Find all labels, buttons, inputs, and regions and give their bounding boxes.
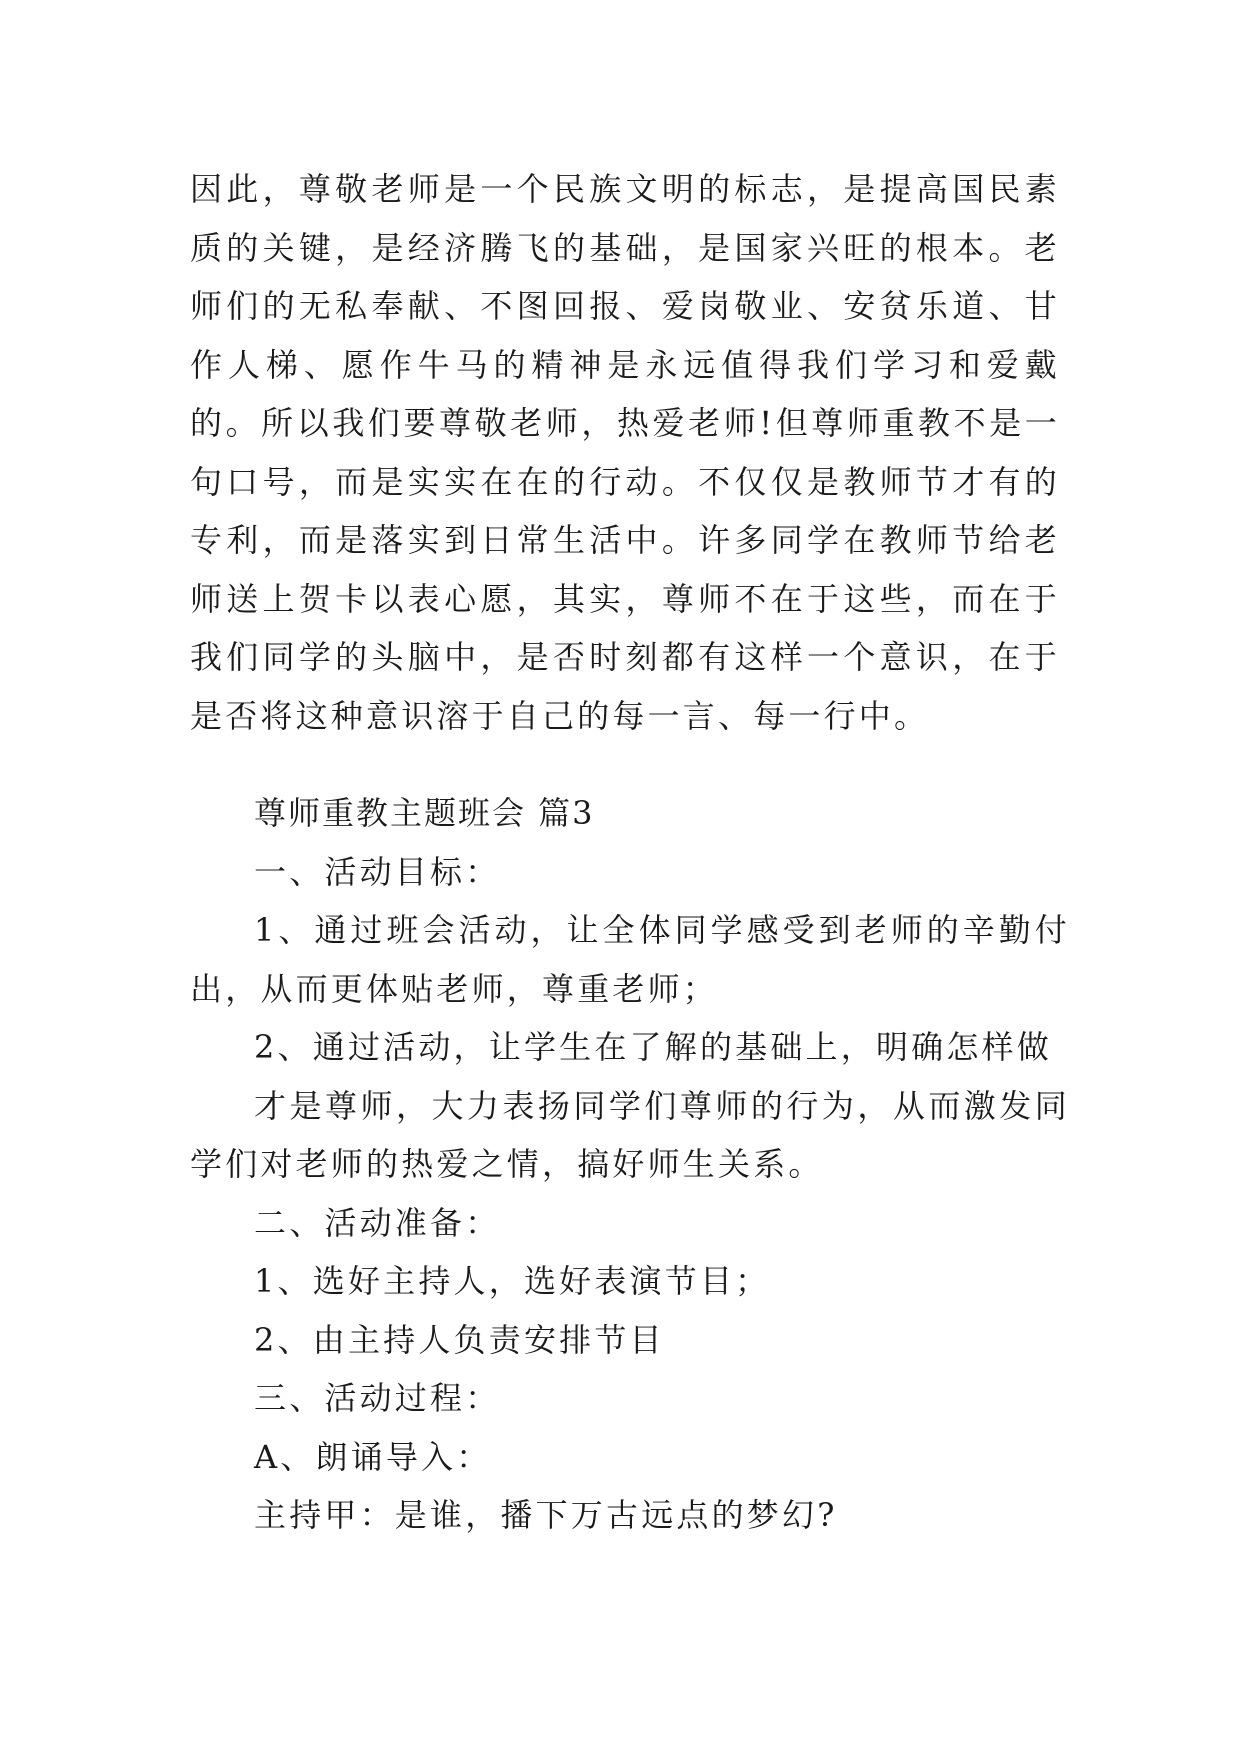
section-title: 尊师重教主题班会 篇3 xyxy=(254,794,595,832)
heading-activity-goals: 一、活动目标： xyxy=(254,852,501,891)
preparation-item-1: 1、选好主持人，选好表演节目； xyxy=(254,1262,771,1300)
process-step-a: A、朗诵导入： xyxy=(254,1437,492,1476)
heading-activity-process: 三、活动过程： xyxy=(254,1379,501,1417)
intro-paragraph: 因此，尊敬老师是一个民族文明的标志，是提高国民素质的关键，是经济腾飞的基础，是国家兴旺的根本。老师们的无私奉献、不图回报、爱岗敬业、安贫乐道、甘作人梯、愿作牛马的精神是永远值得我们学习和爱戴的。所以我们要尊敬老师，热爱老师!但尊师重教不是一句口号，而是实实在在的行动。不仅仅是教师节才有的专利，而是落实到日常生活中。许多同学在教师节给老师送上贺卡以表心愿，其实，尊师不在于这些，而在于我们同学的头脑中，是否时刻都有这样一个意识，在于是否将这种意识溶于自己的每一言、每一行中。 xyxy=(190,170,1060,735)
class-meeting-section xyxy=(190,784,1070,1545)
heading-activity-preparation: 二、活动准备： xyxy=(254,1203,501,1242)
goal-item-2-line-1: 2、通过活动，让学生在了解的基础上，明确怎样做 xyxy=(254,1028,1052,1066)
goal-item-2-line-2: 才是尊师，大力表扬同学们尊师的行为，从而激发同学们对老师的热爱之情，搞好师生关系。 xyxy=(190,1086,1070,1183)
preparation-item-2: 2、由主持人负责安排节目 xyxy=(254,1320,665,1359)
host-a-line: 主持甲：是谁，播下万古远点的梦幻? xyxy=(254,1496,838,1534)
goal-item-1: 1、通过班会活动，让全体同学感受到老师的辛勤付出，从而更体贴老师，尊重老师； xyxy=(190,911,1070,1008)
